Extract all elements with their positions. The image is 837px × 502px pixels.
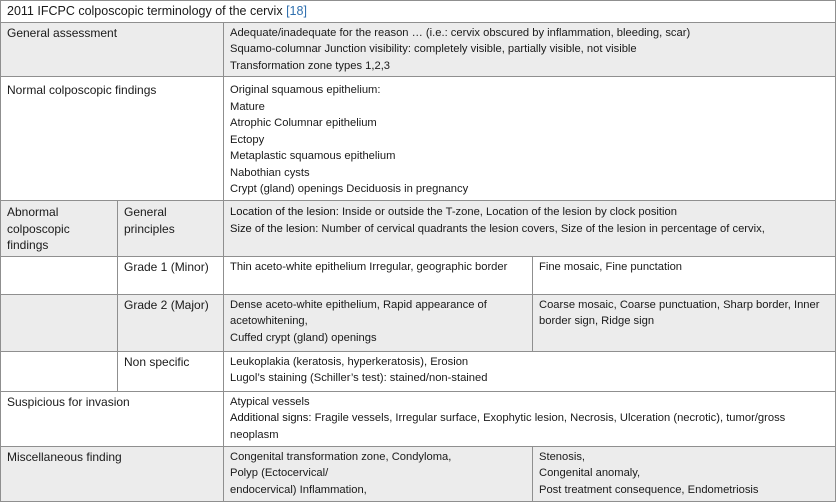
row-label-miscellaneous: Miscellaneous finding xyxy=(1,446,224,501)
size-line xyxy=(230,221,831,238)
miscellaneous-col-b xyxy=(533,446,836,501)
normal-line: Metaplastic squamous epithelium xyxy=(230,150,396,162)
row-label-suspicious-invasion: Suspicious for invasion xyxy=(1,391,224,446)
empty-cell xyxy=(1,256,118,294)
table-row xyxy=(1,201,836,257)
general-line: Squamo-columnar Junction visibility: completely visible, partially visible, not visible xyxy=(230,43,637,55)
normal-line: Atrophic Columnar epithelium xyxy=(230,117,377,129)
row-label-general-assessment: General assessment xyxy=(1,22,224,77)
row-label-grade-2: Grade 2 (Major) xyxy=(118,294,224,351)
general-principles-details xyxy=(224,201,836,257)
grade-2-line: Cuffed crypt (gland) openings xyxy=(230,331,377,344)
table-row xyxy=(1,256,836,294)
table-row xyxy=(1,391,836,446)
normal-findings-details xyxy=(224,77,836,201)
table-caption xyxy=(1,1,836,23)
size-title: Size of the lesion: xyxy=(230,222,319,235)
location-line xyxy=(230,204,831,221)
table-caption-row xyxy=(1,1,836,23)
caption-text: 2011 IFCPC colposcopic terminology of the cervix xyxy=(7,4,283,18)
suspicious-line: Atypical vessels xyxy=(230,395,310,408)
non-specific-line: Lugol’s staining (Schiller’s test): stained/non-stained xyxy=(230,372,488,384)
row-label-abnormal-findings: Abnormal colposcopic findings xyxy=(1,201,118,257)
misc-line: endocervical) Inflammation, xyxy=(230,483,367,496)
grade-2-epithelium xyxy=(224,294,533,351)
table-row xyxy=(1,351,836,391)
additional-signs-title: Additional signs: xyxy=(230,412,312,424)
grade-2-vessels: Coarse mosaic, Coarse punctuation, Sharp border, Inner border sign, Ridge sign xyxy=(533,294,836,351)
size-text: Number of cervical quadrants the lesion covers, Size of the lesion in percentage of cervix, xyxy=(318,222,765,235)
table-row xyxy=(1,22,836,77)
row-label-non-specific: Non specific xyxy=(118,351,224,391)
row-label-normal-findings: Normal colposcopic findings xyxy=(1,77,224,201)
misc-line: Congenital anomaly, xyxy=(539,467,641,479)
misc-line: Stenosis, xyxy=(539,450,586,463)
empty-cell xyxy=(1,351,118,391)
location-title: Location of the lesion: xyxy=(230,206,339,218)
grade-1-vessels: Fine mosaic, Fine punctation xyxy=(533,256,836,294)
misc-line: Post treatment consequence, Endometriosis xyxy=(539,483,759,496)
normal-line: Original squamous epithelium: xyxy=(230,84,381,96)
normal-line: Mature xyxy=(230,100,265,113)
location-text: Inside or outside the T-zone, Location of the lesion by clock position xyxy=(338,206,677,218)
general-assessment-details xyxy=(224,22,836,77)
normal-line: Ectopy xyxy=(230,133,265,146)
citation-link[interactable]: [18] xyxy=(286,4,307,18)
table-row xyxy=(1,294,836,351)
general-line: Transformation zone types 1,2,3 xyxy=(230,59,391,72)
suspicious-invasion-details xyxy=(224,391,836,446)
normal-line: Crypt (gland) openings Deciduosis in pregnancy xyxy=(230,183,469,195)
misc-line: Polyp (Ectocervical/ xyxy=(230,467,329,479)
table-row xyxy=(1,446,836,501)
table-row xyxy=(1,77,836,201)
miscellaneous-col-a xyxy=(224,446,533,501)
additional-signs-line xyxy=(230,410,831,443)
empty-cell xyxy=(1,294,118,351)
row-label-grade-1: Grade 1 (Minor) xyxy=(118,256,224,294)
grade-2-line: Dense aceto-white epithelium, Rapid appearance of acetowhitening, xyxy=(230,298,487,327)
non-specific-line: Leukoplakia (keratosis, hyperkeratosis), Erosion xyxy=(230,355,469,368)
misc-line: Congenital transformation zone, Condyloma, xyxy=(230,450,452,463)
non-specific-details xyxy=(224,351,836,391)
row-label-general-principles: General principles xyxy=(118,201,224,257)
normal-line: Nabothian cysts xyxy=(230,166,310,179)
grade-1-epithelium: Thin aceto-white epithelium Irregular, geographic border xyxy=(224,256,533,294)
additional-signs-text: Fragile vessels, Irregular surface, Exophytic lesion, Necrosis, Ulceration (necrotic), tumor/gross neoplasm xyxy=(230,412,786,441)
general-line: Adequate/inadequate for the reason … (i.e.: cervix obscured by inflammation, bleeding, scar) xyxy=(230,26,691,39)
